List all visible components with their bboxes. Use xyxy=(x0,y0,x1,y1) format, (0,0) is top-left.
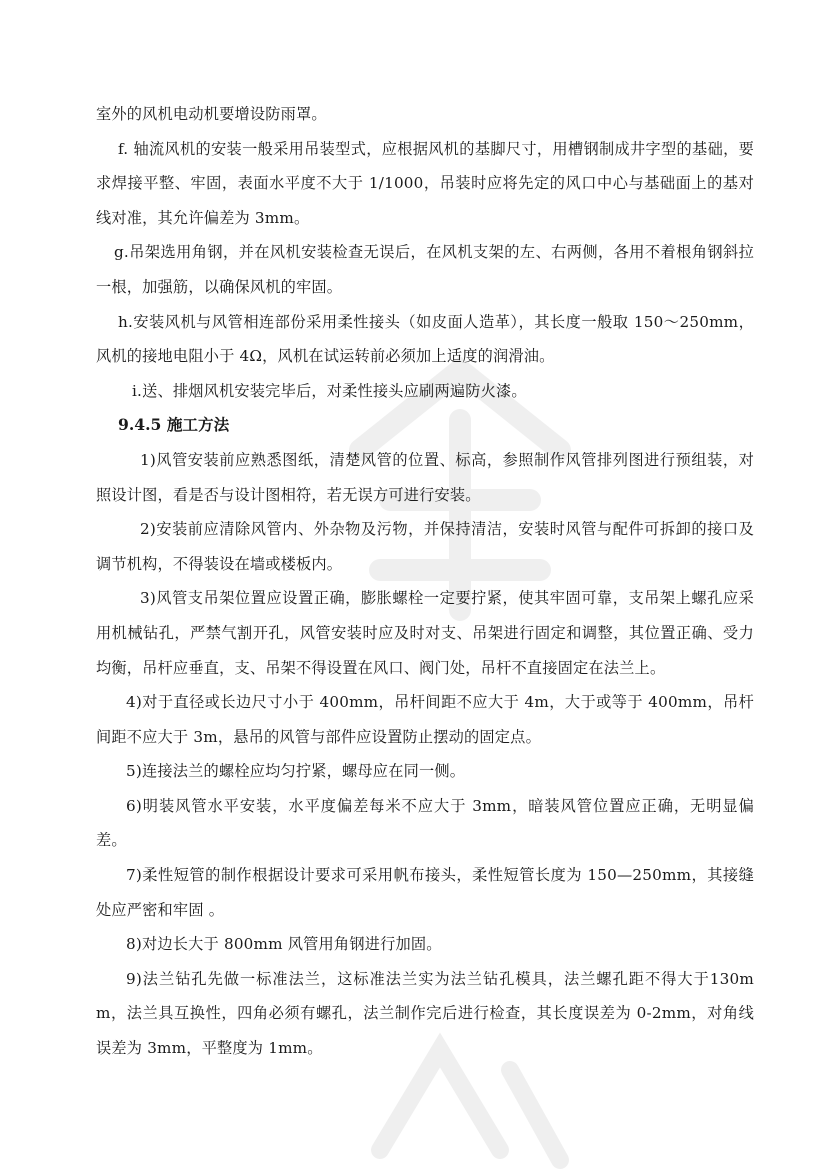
list-item-9: 9)法兰钻孔先做一标准法兰，这标准法兰实为法兰钻孔模具，法兰螺孔距不得大于130mm，法兰具互换性，四角必须有螺孔，法兰制作完后进行检查，其长度误差为 0-2mm，对角线误差为 3mm，平整度为 1mm。 xyxy=(96,969,754,1058)
paragraph-g: g.吊架选用角钢，并在风机安装检查无误后，在风机支架的左、右两侧，各用不着根角钢斜拉一根，加强筋，以确保风机的牢固。 xyxy=(96,243,754,296)
paragraph-i: i.送、排烟风机安装完毕后，对柔性接头应刷两遍防火漆。 xyxy=(132,381,527,400)
paragraph-intro: 室外的风机电动机要增设防雨罩。 xyxy=(96,105,327,123)
list-item-7: 7)柔性短管的制作根据设计要求可采用帆布接头，柔性短管长度为 150—250mm，其接缝处应严密和牢固 。 xyxy=(96,866,754,919)
document-body xyxy=(96,97,754,1066)
section-heading: 9.4.5 施工方法 xyxy=(118,415,230,435)
list-item-6: 6)明装风管水平安装，水平度偏差每米不应大于 3mm，暗装风管位置应正确，无明显偏差。 xyxy=(96,796,754,850)
list-item-1: 1)风管安装前应熟悉图纸，清楚风管的位置、标高，参照制作风管排列图进行预组装，对照设计图，看是否与设计图相符，若无误方可进行安装。 xyxy=(96,450,754,504)
list-item-3: 3)风管支吊架位置应设置正确，膨胀螺栓一定要拧紧，使其牢固可靠，支吊架上螺孔应采用机械钻孔，严禁气割开孔，风管安装时应及时对支、吊架进行固定和调整，其位置正确、受力均衡，吊杆应垂直，支、吊架不得设置在风口、阀门处，吊杆不直接固定在法兰上。 xyxy=(96,589,754,677)
list-item-8: 8)对边长大于 800mm 风管用角钢进行加固。 xyxy=(126,935,442,954)
paragraph-f: f. 轴流风机的安装一般采用吊装型式，应根据风机的基脚尺寸，用槽钢制成井字型的基础，要求焊接平整、牢固，表面水平度不大于 1/1000，吊装时应将先定的风口中心与基础面上的基对线对准，其允许偏差为 3mm。 xyxy=(96,139,754,227)
list-item-2: 2)安装前应清除风管内、外杂物及污物，并保持清洁，安装时风管与配件可拆卸的接口及调节机构，不得装设在墙或楼板内。 xyxy=(96,520,754,573)
paragraph-h: h.安装风机与风管相连部份采用柔性接头（如皮面人造革），其长度一般取 150～250mm，风机的接地电阻小于 4Ω，风机在试运转前必须加上适度的润滑油。 xyxy=(96,312,754,366)
list-item-4: 4)对于直径或长边尺寸小于 400mm，吊杆间距不应大于 4m，大于或等于 400mm，吊杆间距不应大于 3m，悬吊的风管与部件应设置防止摆动的固定点。 xyxy=(96,693,754,746)
list-item-5: 5)连接法兰的螺栓应均匀拧紧，螺母应在同一侧。 xyxy=(126,762,466,781)
